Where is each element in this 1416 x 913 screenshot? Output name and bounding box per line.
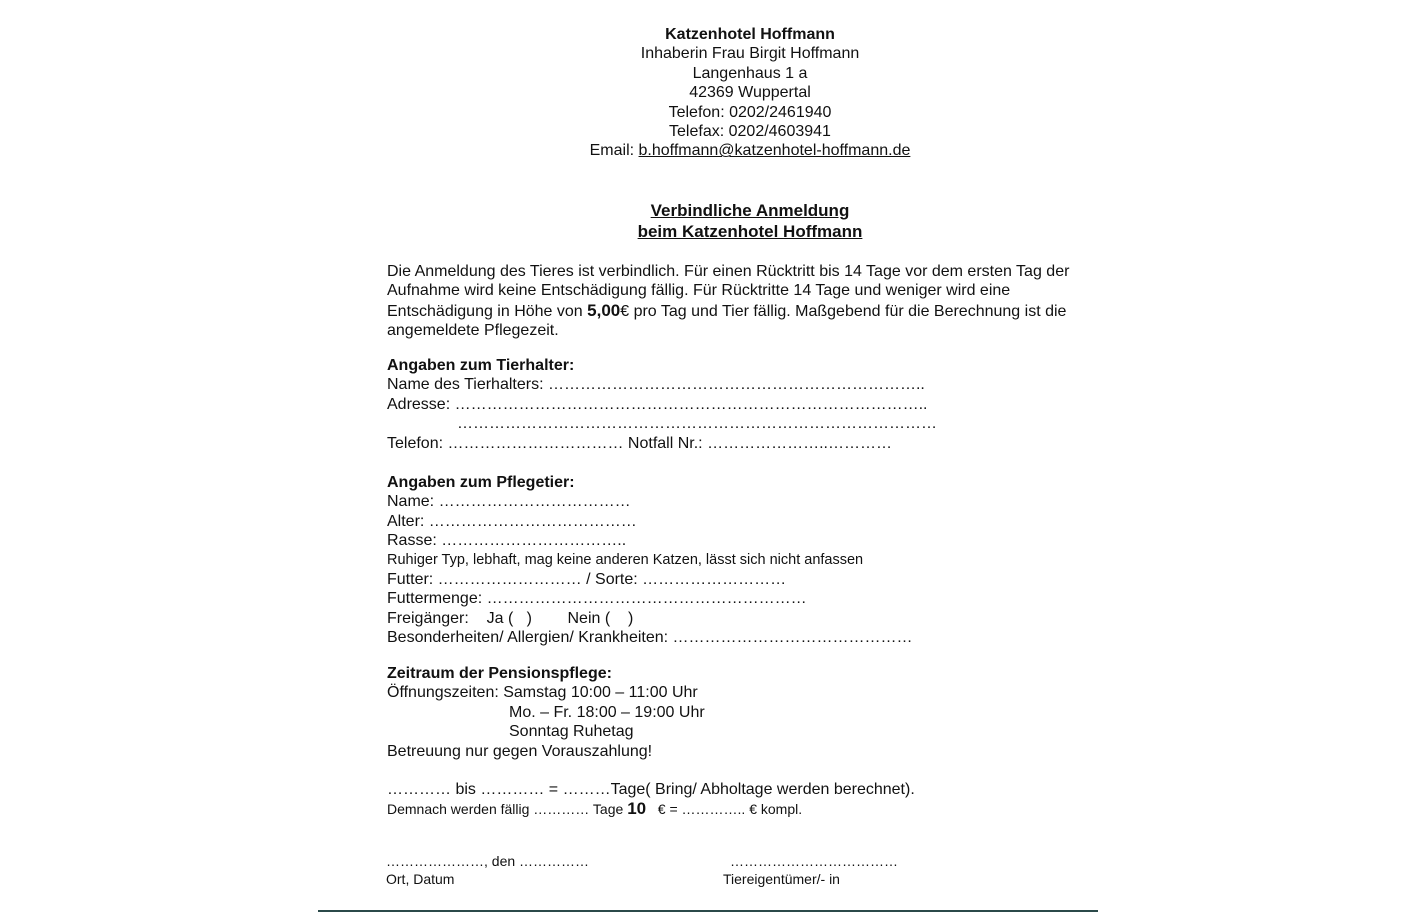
calculation-section: [387, 780, 915, 820]
intro-paragraph: [387, 262, 1099, 340]
intro-part-2: € pro Tag und Tier fällig. Maßgebend für die Berechnung ist die angemeldete Pflegezeit.: [387, 302, 1067, 339]
pet-age-field[interactable]: Alter: …………………………………: [387, 512, 637, 530]
owner-signature-label: Tiereigentümer/- in: [723, 871, 840, 887]
place-date-label: Ort, Datum: [386, 871, 455, 887]
letterhead: [500, 25, 1000, 161]
title-line-1: Verbindliche Anmeldung: [650, 201, 850, 220]
date-range-field[interactable]: ………… bis ………… = ………Tage( Bring/ Abholtage werden berechnet).: [387, 781, 915, 798]
street-address: Langenhaus 1 a: [692, 64, 808, 82]
form-title: [500, 200, 1000, 242]
email-line: [500, 141, 1000, 160]
owner-name-field[interactable]: Name des Tierhalters: ……………………………………………………………..: [387, 376, 925, 394]
owner-phone-field[interactable]: Telefon: …………………………… Notfall Nr.: …………………..…………: [387, 434, 892, 452]
owner-name: Inhaberin Frau Birgit Hoffmann: [640, 45, 860, 63]
period-section: [387, 664, 705, 761]
pet-character-options[interactable]: Ruhiger Typ, lebhaft, mag keine anderen Katzen, lässt sich nicht anfassen: [387, 551, 864, 568]
owner-address-field[interactable]: Adresse: ……………………………………………………………………………..: [387, 395, 928, 413]
pet-breed-field[interactable]: Rasse: ……………………………..: [387, 532, 627, 550]
title-line-2: beim Katzenhotel Hoffmann: [637, 222, 863, 241]
opening-hours-weekdays: Mo. – Fr. 18:00 – 19:00 Uhr: [509, 703, 705, 721]
amount-due-pre: Demnach werden fällig ………… Tage: [387, 801, 628, 818]
opening-hours-saturday: Samstag 10:00 – 11:00 Uhr: [503, 684, 698, 702]
city-address: 42369 Wuppertal: [689, 84, 811, 102]
pet-food-field[interactable]: Futter: ……………………… / Sorte: ………………………: [387, 571, 787, 589]
owner-section-heading: Angaben zum Tierhalter:: [387, 357, 575, 374]
phone-number: Telefon: 0202/2461940: [668, 103, 832, 121]
owner-signature-field[interactable]: ………………………………: [730, 853, 898, 869]
hotel-name: Katzenhotel Hoffmann: [665, 26, 835, 43]
daily-rate: 10: [627, 799, 647, 819]
intro-part-1: Die Anmeldung des Tieres ist verbindlich. Für einen Rücktritt bis 14 Tage vor dem ersten Tag der Aufnahme wird keine Entschädigung fällig. Für Rücktritte 14 Tage und weniger wird eine Entschädigung in Höhe von: [387, 263, 1070, 320]
pet-section: [387, 473, 913, 648]
prepayment-note: Betreuung nur gegen Vorauszahlung!: [387, 742, 653, 760]
owner-section: [387, 356, 937, 453]
opening-hours-line-1: [387, 683, 705, 702]
owner-address-field-2[interactable]: ………………………………………………………………………………: [457, 415, 937, 433]
opening-hours-label: Öffnungszeiten:: [387, 684, 504, 702]
fee-amount: 5,00: [587, 300, 621, 320]
period-section-heading: Zeitraum der Pensionspflege:: [387, 665, 612, 682]
place-date-field[interactable]: …………………, den ……………: [386, 853, 590, 869]
fax-number: Telefax: 0202/4603941: [669, 123, 831, 141]
opening-hours-sunday: Sonntag Ruhetag: [509, 723, 634, 741]
amount-due-post: € = ………….. € kompl.: [646, 801, 803, 818]
outdoor-cat-choice[interactable]: Freigänger: Ja ( ) Nein ( ): [387, 609, 634, 627]
amount-due-line[interactable]: [387, 799, 915, 819]
bottom-divider: [318, 910, 1098, 912]
pet-section-heading: Angaben zum Pflegetier:: [387, 474, 575, 491]
pet-specials-field[interactable]: Besonderheiten/ Allergien/ Krankheiten: ………………………………………: [387, 629, 913, 647]
pet-food-amount-field[interactable]: Futtermenge: ……………………………………………………: [387, 590, 807, 608]
email-link[interactable]: b.hoffmann@katzenhotel-hoffmann.de: [638, 142, 911, 160]
pet-name-field[interactable]: Name: ………………………………: [387, 493, 631, 511]
email-label: Email:: [589, 142, 639, 160]
